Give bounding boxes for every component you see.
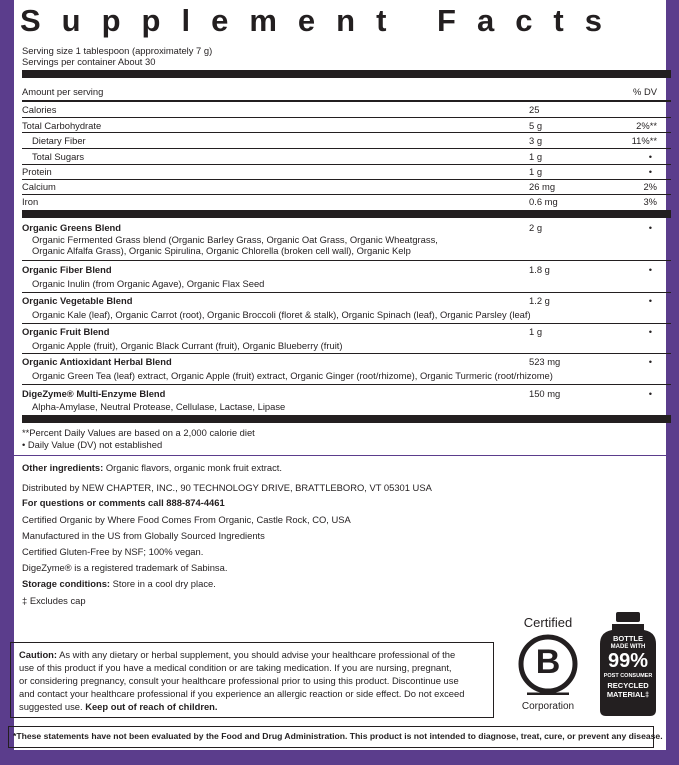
- other-ingredients-value: Organic flavors, organic monk fruit extract.: [105, 462, 282, 473]
- manufactured-line: Manufactured in the US from Globally Sourced Ingredients: [22, 530, 265, 541]
- caution-last-text: suggested use.: [19, 701, 83, 712]
- caution-line: [19, 649, 455, 660]
- serving-size: Serving size 1 tablespoon (approximately 7 g): [22, 45, 213, 56]
- distributor-line: Distributed by NEW CHAPTER, INC., 90 TECHNOLOGY DRIVE, BRATTLEBORO, VT 05301 USA: [22, 482, 432, 493]
- blend-dv: •: [648, 295, 652, 306]
- bottle-text-1: BOTTLE: [613, 634, 643, 643]
- nutrient-name: Protein: [22, 166, 52, 177]
- thick-divider: [22, 70, 671, 78]
- other-ingredients: [22, 462, 282, 473]
- nutrient-amount: 25: [529, 104, 540, 115]
- nutrient-name: Iron: [22, 196, 39, 207]
- caution-line: [19, 701, 218, 712]
- nutrient-dv: •: [648, 166, 652, 177]
- blend-amount: 1 g: [529, 326, 543, 337]
- gluten-free-line: Certified Gluten-Free by NSF; 100% vegan.: [22, 546, 204, 557]
- divider: [22, 194, 671, 195]
- certified-organic-line: Certified Organic by Where Food Comes From Organic, Castle Rock, CO, USA: [22, 514, 351, 525]
- bottle-text-2: MADE WITH: [610, 644, 646, 650]
- keep-out-of-reach: Keep out of reach of children.: [85, 701, 218, 712]
- caution-box: [10, 642, 494, 718]
- footnote: • Daily Value (DV) not established: [22, 439, 163, 450]
- caution-label: Caution:: [19, 649, 58, 660]
- divider: [22, 100, 671, 102]
- bcorp-certified-text: Certified: [523, 615, 573, 630]
- caution-text: As with any dietary or herbal supplement, you should advise your healthcare professional of the: [59, 649, 456, 660]
- divider: [22, 148, 671, 149]
- nutrient-amount: 1 g: [529, 151, 543, 162]
- other-ingredients-label: Other ingredients:: [22, 462, 104, 473]
- blend-amount: 1.2 g: [529, 295, 550, 306]
- bottle-text-5: RECYCLED: [607, 681, 649, 690]
- nutrient-dv: 3%: [643, 196, 657, 207]
- blend-ingredients: Alpha-Amylase, Neutral Protease, Cellulase, Lactase, Lipase: [32, 401, 286, 412]
- blend-name: DigeZyme® Multi-Enzyme Blend: [22, 388, 166, 399]
- nutrient-amount: 1 g: [529, 166, 543, 177]
- fda-disclaimer: *These statements have not been evaluated by the Food and Drug Administration. This product is not intended to diagnose, treat, cure, or prevent any disease.: [13, 731, 663, 741]
- servings-per-container: Servings per container About 30: [22, 56, 156, 67]
- caution-line: and contact your healthcare professional if you experience an allergic reaction or side effect. Do not exceed: [19, 688, 465, 699]
- divider: [22, 353, 671, 354]
- bottle-percent: 99%: [607, 650, 649, 672]
- caution-line: use of this product if you have a medical condition or are taking medication. If you are nursing, pregnant,: [19, 662, 452, 673]
- fda-disclaimer-box: [8, 726, 663, 748]
- storage-line: [22, 578, 216, 589]
- bottle-text-4: POST CONSUMER: [603, 673, 653, 679]
- nutrient-dv: 11%**: [631, 135, 657, 146]
- storage-label: Storage conditions:: [22, 578, 111, 589]
- page-title: Supplement Facts: [20, 3, 623, 38]
- section-divider: [14, 455, 666, 456]
- blend-name: Organic Antioxidant Herbal Blend: [22, 356, 172, 367]
- nutrient-amount: 26 mg: [529, 181, 556, 192]
- blend-dv: •: [648, 388, 652, 399]
- blend-ingredients: Organic Fermented Grass blend (Organic Barley Grass, Organic Oat Grass, Organic Wheatgrass,: [32, 234, 438, 245]
- questions-line: For questions or comments call 888-874-4461: [22, 497, 225, 508]
- divider: [22, 164, 671, 165]
- blend-dv: •: [648, 326, 652, 337]
- blend-ingredients: Organic Kale (leaf), Organic Carrot (root), Organic Broccoli (floret & stalk), Organic Spinach (leaf), Organic Parsley (leaf): [32, 309, 531, 320]
- trademark-line: DigeZyme® is a registered trademark of Sabinsa.: [22, 562, 228, 573]
- divider: [22, 132, 671, 133]
- divider: [22, 323, 671, 324]
- nutrient-amount: 3 g: [529, 135, 543, 146]
- nutrient-dv: •: [648, 151, 652, 162]
- blend-name: Organic Vegetable Blend: [22, 295, 133, 306]
- blend-dv: •: [648, 222, 652, 233]
- divider: [22, 384, 671, 385]
- blend-name: Organic Fruit Blend: [22, 326, 110, 337]
- blend-ingredients: Organic Green Tea (leaf) extract, Organic Apple (fruit) extract, Organic Ginger (root/rhizome), Organic Turmeric (root/rhizome): [32, 370, 553, 381]
- caution-line: or considering pregnancy, consult your healthcare professional prior to using this product. Discontinue use: [19, 675, 459, 686]
- nutrient-name: Dietary Fiber: [32, 135, 86, 146]
- blend-amount: 523 mg: [529, 356, 561, 367]
- blend-ingredients: Organic Inulin (from Organic Agave), Organic Flax Seed: [32, 278, 265, 289]
- thick-divider: [22, 210, 671, 218]
- thick-divider: [22, 415, 671, 423]
- blend-dv: •: [648, 356, 652, 367]
- nutrient-amount: 0.6 mg: [529, 196, 558, 207]
- divider: [22, 117, 671, 118]
- blend-amount: 1.8 g: [529, 264, 550, 275]
- divider: [22, 292, 671, 293]
- blend-name: Organic Fiber Blend: [22, 264, 112, 275]
- recycled-bottle-logo: [598, 612, 658, 716]
- blend-amount: 150 mg: [529, 388, 561, 399]
- bcorp-corporation-text: Corporation: [521, 701, 575, 712]
- nutrient-name: Total Carbohydrate: [22, 120, 102, 131]
- nutrient-amount: 5 g: [529, 120, 543, 131]
- bcorp-logo: [511, 615, 585, 715]
- nutrient-dv: 2%**: [636, 120, 657, 131]
- dv-header: % DV: [633, 86, 657, 97]
- nutrient-name: Calcium: [22, 181, 56, 192]
- divider: [22, 179, 671, 180]
- excludes-cap: ‡ Excludes cap: [22, 595, 86, 606]
- blend-name: Organic Greens Blend: [22, 222, 121, 233]
- blend-ingredients: Organic Alfalfa Grass), Organic Spirulina, Organic Chlorella (broken cell wall), Organic Kelp: [32, 245, 411, 256]
- storage-value: Store in a cool dry place.: [112, 578, 216, 589]
- blend-amount: 2 g: [529, 222, 543, 233]
- bcorp-letter: B: [535, 643, 561, 681]
- divider: [22, 260, 671, 261]
- blend-ingredients: Organic Apple (fruit), Organic Black Currant (fruit), Organic Blueberry (fruit): [32, 340, 343, 351]
- amount-header: Amount per serving: [22, 86, 104, 97]
- nutrient-name: Calories: [22, 104, 57, 115]
- bottle-text-6: MATERIAL‡: [606, 690, 650, 699]
- blend-dv: •: [648, 264, 652, 275]
- nutrient-dv: 2%: [643, 181, 657, 192]
- nutrient-name: Total Sugars: [32, 151, 85, 162]
- footnote: **Percent Daily Values are based on a 2,000 calorie diet: [22, 427, 255, 438]
